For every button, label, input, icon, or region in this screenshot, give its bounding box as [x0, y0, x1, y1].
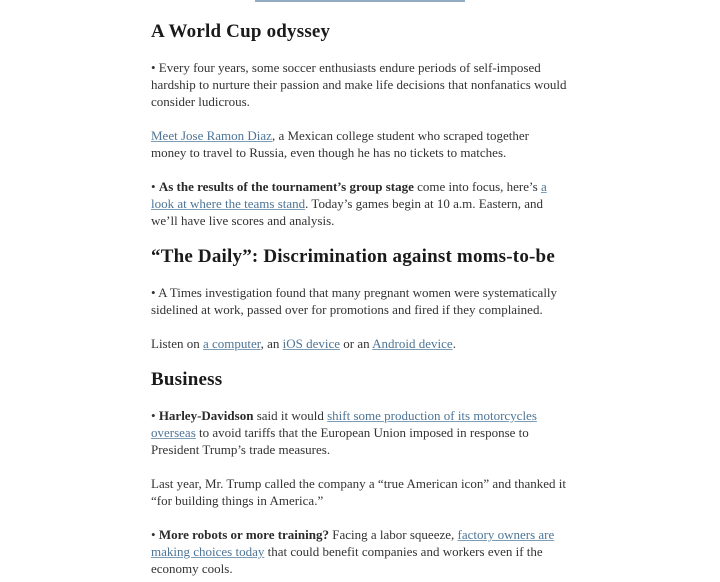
text-run: • [151, 408, 159, 423]
text-run: said it would [253, 408, 328, 423]
text-run: Facing a labor squeeze, [329, 527, 458, 542]
inline-link[interactable]: shift some production of its motorcycles overseas [151, 408, 537, 440]
paragraph [151, 407, 567, 458]
paragraph [151, 59, 567, 110]
paragraph [151, 475, 567, 509]
bold-text: As the results of the tournament’s group stage [158, 179, 414, 194]
paragraph [151, 526, 567, 577]
text-run: • Every four years, some soccer enthusiasts endure periods of self-imposed hardship to nurture their passion and make life decisions that nonfanatics would consider ludicrous. [151, 60, 567, 109]
text-run: come into focus, here’s [413, 179, 541, 194]
bold-text: More robots or more training? [158, 527, 329, 542]
text-run: • [151, 527, 159, 542]
text-run: to avoid tariffs that the European Union imposed in response to President Trump’s trade measures. [151, 425, 529, 457]
paragraph [151, 335, 567, 352]
section-heading: Business [151, 369, 223, 390]
section-heading: A World Cup odyssey [151, 21, 331, 42]
inline-link[interactable]: factory owners are making choices today [151, 527, 555, 559]
inline-link[interactable]: a computer [203, 336, 261, 351]
inline-link[interactable]: Android device [372, 336, 453, 351]
section-business [151, 369, 567, 577]
text-run: Listen on [151, 336, 203, 351]
inline-link[interactable]: a look at where the teams stand [151, 179, 547, 211]
paragraph [151, 284, 567, 318]
section-world-cup [151, 21, 567, 229]
paragraph [151, 178, 567, 229]
section-heading: “The Daily”: Discrimination against moms-to-be [151, 246, 555, 267]
text-run: , an [260, 336, 283, 351]
article-content [151, 0, 567, 582]
text-run: or an [340, 336, 373, 351]
inline-link[interactable]: Meet Jose Ramon Diaz [151, 128, 272, 143]
text-run: . [452, 336, 456, 351]
inline-link[interactable]: iOS device [282, 336, 341, 351]
text-run: • A Times investigation found that many pregnant women were systematically sidelined at work, passed over for promotions and fired if they complained. [151, 285, 558, 317]
text-run: Last year, Mr. Trump called the company a “true American icon” and thanked it “for building things in America.” [151, 476, 566, 508]
text-run: , a Mexican college student who scraped together money to travel to Russia, even though he has no tickets to matches. [151, 128, 529, 160]
text-run: that could benefit companies and workers even if the economy cools. [151, 544, 543, 576]
section-the-daily [151, 246, 567, 352]
text-run: . Today’s games begin at 10 a.m. Eastern, and we’ll have live scores and analysis. [151, 196, 544, 228]
paragraph [151, 127, 567, 161]
text-run: • [151, 179, 159, 194]
bold-text: Harley-Davidson [158, 408, 254, 423]
